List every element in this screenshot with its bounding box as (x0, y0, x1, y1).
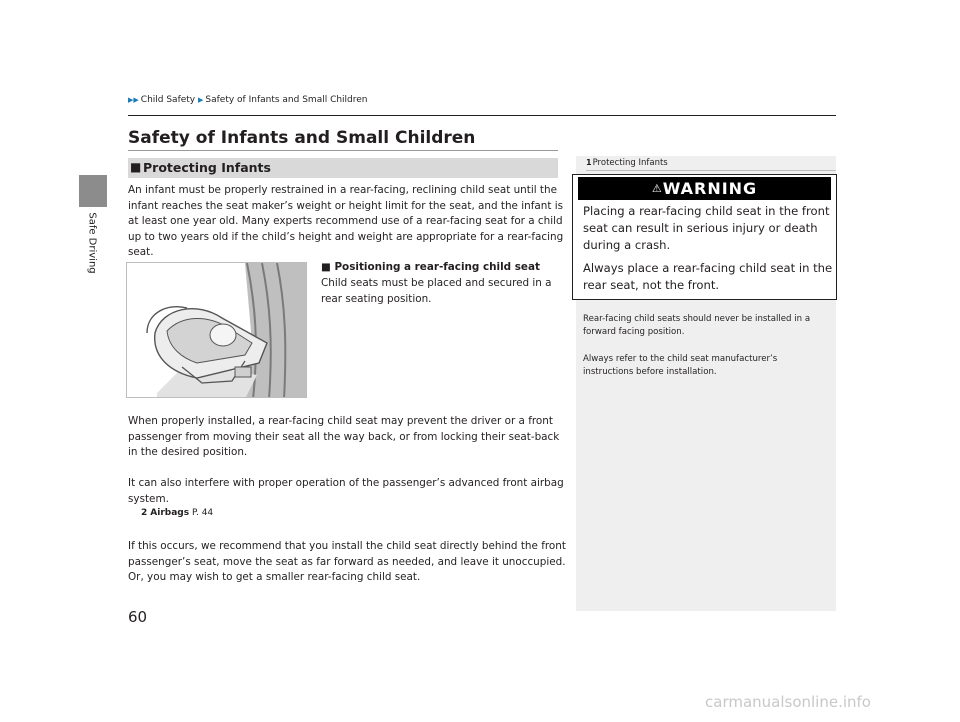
warning-text: Always place a rear-facing child seat in the rear seat, not the front. (583, 261, 833, 292)
child-seat-drawing (127, 263, 307, 398)
text-line: up to two years old if the child’s height and weight are appropriate for a rear-facing (128, 230, 564, 243)
section-tab-marker (79, 175, 107, 207)
xref-label: Airbags (150, 508, 190, 518)
warning-triangle-icon: ⚠ (651, 182, 662, 195)
cross-reference-icon: 2 (141, 508, 148, 518)
warning-text: Placing a rear-facing child seat in the front seat can result in serious injury or death during a crash. (583, 204, 830, 252)
page-number: 60 (128, 608, 148, 626)
breadcrumb-item-child-safety[interactable]: Child Safety (140, 95, 196, 105)
text-line: infant reaches the seat maker’s weight or height limit for the seat, and the infant is (128, 199, 564, 212)
breadcrumb-item-current: Safety of Infants and Small Children (205, 95, 368, 105)
subsection-body (321, 276, 552, 307)
breadcrumb (128, 95, 368, 105)
installation-paragraph (128, 414, 559, 461)
xref-page: P. 44 (191, 508, 214, 518)
note-reference-icon: 1 (586, 158, 592, 167)
title-rule (128, 150, 558, 151)
text-line: at least one year old. Many experts recommend use of a rear-facing seat for a child (128, 215, 563, 227)
section-title: Protecting Infants (143, 160, 271, 175)
text-line: If this occurs, we recommend that you install the child seat directly behind the front (128, 540, 566, 552)
airbags-cross-reference-link[interactable] (141, 508, 213, 518)
breadcrumb-arrow-icon: ▶ (198, 96, 204, 104)
side-notes-heading: 1Protecting Infants (586, 158, 668, 168)
section-square-icon: ■ (130, 160, 142, 174)
warning-header (578, 177, 831, 200)
page-title: Safety of Infants and Small Children (128, 128, 476, 148)
recommendation-paragraph (128, 539, 566, 586)
text-line: passenger from moving their seat all the way back, or from locking their seat-back (128, 430, 560, 443)
side-note: Always refer to the child seat manufacturer’s instructions before installation. (583, 354, 778, 377)
side-notes-rule (586, 170, 836, 171)
intro-paragraph (128, 183, 563, 261)
text-line: It can also interfere with proper operation of the passenger’s advanced front airbag (128, 477, 564, 489)
text-line: passenger’s seat, move the seat as far forward as needed, and leave it unoccupied. (128, 555, 566, 568)
warning-title: WARNING (662, 179, 758, 198)
text-line: Child seats must be placed and secured in a (321, 277, 552, 289)
text-line: When properly installed, a rear-facing child seat may prevent the driver or a front (128, 415, 553, 427)
side-note: Rear-facing child seats should never be installed in a forward facing position. (583, 314, 811, 337)
header-rule (128, 115, 836, 116)
sidebar-section-label: Safe Driving (86, 212, 98, 274)
airbag-paragraph (128, 476, 564, 507)
text-line: An infant must be properly restrained in a rear-facing, reclining child seat until the (128, 184, 557, 196)
text-line: in the desired position. (128, 446, 248, 458)
text-line: rear seating position. (321, 292, 432, 305)
subsection-heading: ■ Positioning a rear-facing child seat (321, 261, 540, 273)
breadcrumb-arrow-icon: ▶▶ (128, 96, 139, 104)
rear-facing-child-seat-illustration (126, 262, 307, 398)
watermark: carmanualsonline.info (705, 693, 871, 711)
text-line: system. (128, 492, 169, 505)
text-line: Or, you may wish to get a smaller rear-facing child seat. (128, 571, 421, 583)
section-header (128, 158, 558, 178)
text-line: seat. (128, 246, 154, 258)
